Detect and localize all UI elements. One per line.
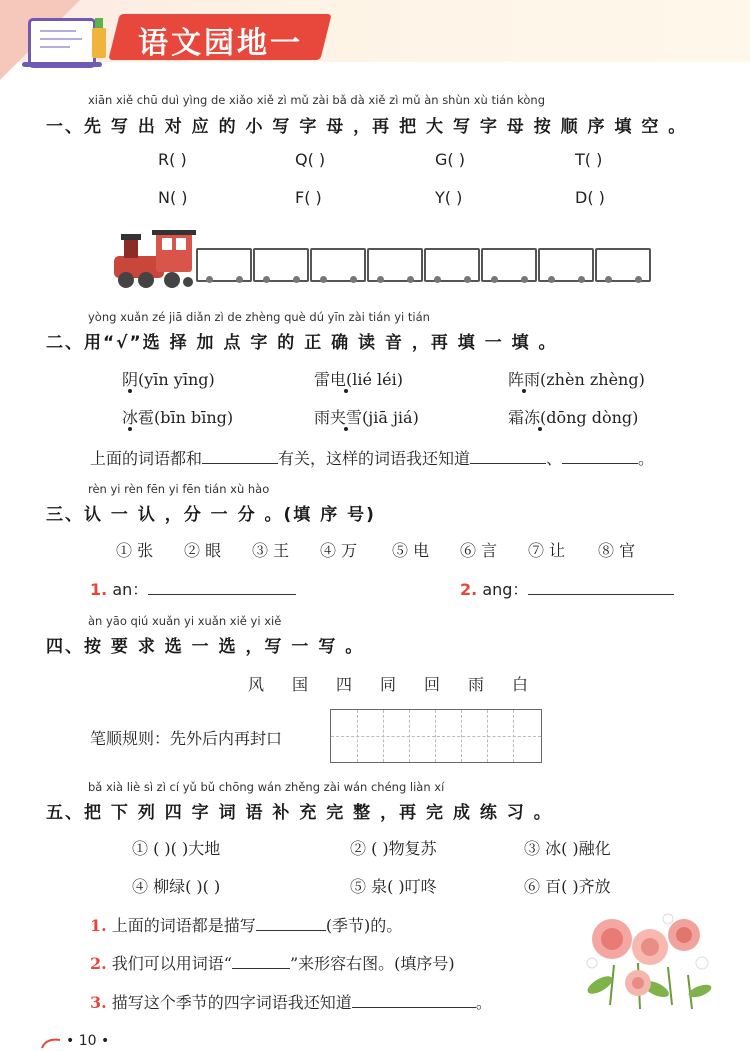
q5-phrase: ① ( )( )大地 bbox=[132, 839, 221, 858]
q4-char: 国 bbox=[292, 675, 309, 694]
q3-heading: 三、认 一 认 ，分 一 分 。(填 序 号) bbox=[46, 505, 376, 525]
q1-item: T( ) bbox=[575, 150, 603, 169]
answer-blank[interactable] bbox=[562, 463, 638, 464]
q2-sentence: 上面的词语都和 有关，这样的词语我还知道 、 。 bbox=[90, 449, 655, 468]
flowers-image bbox=[580, 905, 714, 1013]
q1-heading: 一、先 写 出 对 应 的 小 写 字 母 ，再 把 大 写 字 母 按 顺 序 填 空 。 bbox=[46, 117, 688, 137]
train-car bbox=[310, 248, 366, 282]
answer-blank[interactable] bbox=[148, 594, 296, 595]
q5-sub1: 1. 上面的词语都是描写 (季节)的。 bbox=[90, 916, 403, 935]
q3-char: ① 张 bbox=[116, 541, 154, 560]
q4-heading: 四、按 要 求 选 一 选 ，写 一 写 。 bbox=[46, 637, 365, 657]
locomotive-icon bbox=[112, 228, 198, 290]
q1-item: Q( ) bbox=[295, 150, 326, 169]
q4-char: 雨 bbox=[468, 675, 485, 694]
q5-sub3: 3. 描写这个季节的四字词语我还知道 。 bbox=[90, 993, 492, 1012]
q4-rule: 笔顺规则：先外后内再封口 bbox=[90, 729, 283, 748]
q5-phrase: ⑥ 百( )齐放 bbox=[524, 877, 611, 896]
q5-pinyin: bǎ xià liè sì zì cí yǔ bǔ chōng wán zhěng zài wán chéng liàn xí bbox=[88, 780, 445, 794]
q3-char: ② 眼 bbox=[184, 541, 222, 560]
q5-phrase: ② ( )物复苏 bbox=[350, 839, 437, 858]
q3-char: ④ 万 bbox=[320, 541, 358, 560]
q4-char: 回 bbox=[424, 675, 441, 694]
q3-char: ③ 王 bbox=[252, 541, 290, 560]
q1-item: G( ) bbox=[435, 150, 465, 169]
laptop-icon bbox=[28, 18, 96, 68]
answer-blank[interactable] bbox=[232, 968, 290, 969]
q4-pinyin: àn yāo qiú xuǎn yi xuǎn xiě yi xiě bbox=[88, 614, 282, 628]
q1-item: N( ) bbox=[158, 188, 188, 207]
q1-pinyin: xiān xiě chū duì yìng de xiǎo xiě zì mǔ zài bǎ dà xiě zì mǔ àn shùn xù tián kòng bbox=[88, 93, 546, 107]
train-car bbox=[424, 248, 480, 282]
writing-grid[interactable] bbox=[330, 709, 542, 763]
answer-blank[interactable] bbox=[528, 594, 674, 595]
q1-item: D( ) bbox=[575, 188, 605, 207]
q3-char: ⑧ 官 bbox=[598, 541, 636, 560]
q1-item: R( ) bbox=[158, 150, 187, 169]
q2-item: 阴(yīn yīng) bbox=[122, 370, 215, 389]
q3-char: ⑦ 让 bbox=[528, 541, 566, 560]
answer-blank[interactable] bbox=[202, 463, 278, 464]
q4-char: 风 bbox=[248, 675, 265, 694]
footer-swoosh-icon bbox=[40, 1036, 62, 1050]
q3-sub1: 1. an： bbox=[90, 577, 296, 600]
answer-blank[interactable] bbox=[470, 463, 546, 464]
q3-char: ⑤ 电 bbox=[392, 541, 430, 560]
q1-item: Y( ) bbox=[435, 188, 463, 207]
q5-phrase: ⑤ 泉( )叮咚 bbox=[350, 877, 437, 896]
q1-item: F( ) bbox=[295, 188, 322, 207]
train-car bbox=[196, 248, 252, 282]
q2-heading: 二、用“√”选 择 加 点 字 的 正 确 读 音 ，再 填 一 填 。 bbox=[46, 333, 558, 353]
q2-item: 霜冻(dōng dòng) bbox=[508, 408, 639, 427]
q2-pinyin: yòng xuǎn zé jiā diǎn zì de zhèng què dú yīn zài tián yi tián bbox=[88, 310, 430, 324]
page-title: 语文园地一 bbox=[138, 26, 303, 61]
answer-blank[interactable] bbox=[256, 930, 326, 931]
pencil-cup-icon bbox=[92, 28, 106, 58]
train-car bbox=[595, 248, 651, 282]
q4-char: 白 bbox=[512, 675, 529, 694]
q5-sub2: 2. 我们可以用词语“ ”来形容右图。(填序号) bbox=[90, 954, 455, 973]
q5-phrase: ③ 冰( )融化 bbox=[524, 839, 611, 858]
q4-char: 同 bbox=[380, 675, 397, 694]
train-car bbox=[253, 248, 309, 282]
page-number: • 10 • bbox=[66, 1033, 110, 1049]
q3-sub2: 2. ang： bbox=[460, 577, 674, 600]
answer-blank[interactable] bbox=[352, 1007, 476, 1008]
q3-pinyin: rèn yi rèn fēn yi fēn tián xù hào bbox=[88, 482, 270, 496]
q2-item: 雨夹雪(jiā jiá) bbox=[314, 408, 419, 427]
q3-char: ⑥ 言 bbox=[460, 541, 498, 560]
q5-heading: 五、把 下 列 四 字 词 语 补 充 完 整 ，再 完 成 练 习 。 bbox=[46, 803, 553, 823]
train-car bbox=[538, 248, 594, 282]
train-car bbox=[481, 248, 537, 282]
train-car bbox=[367, 248, 423, 282]
q5-phrase: ④ 柳绿( )( ) bbox=[132, 877, 221, 896]
q2-item: 冰雹(bīn bīng) bbox=[122, 408, 234, 427]
q2-item: 雷电(lié léi) bbox=[314, 370, 403, 389]
laptop-base bbox=[22, 62, 102, 67]
q2-item: 阵雨(zhèn zhèng) bbox=[508, 370, 645, 389]
q4-char: 四 bbox=[336, 675, 353, 694]
